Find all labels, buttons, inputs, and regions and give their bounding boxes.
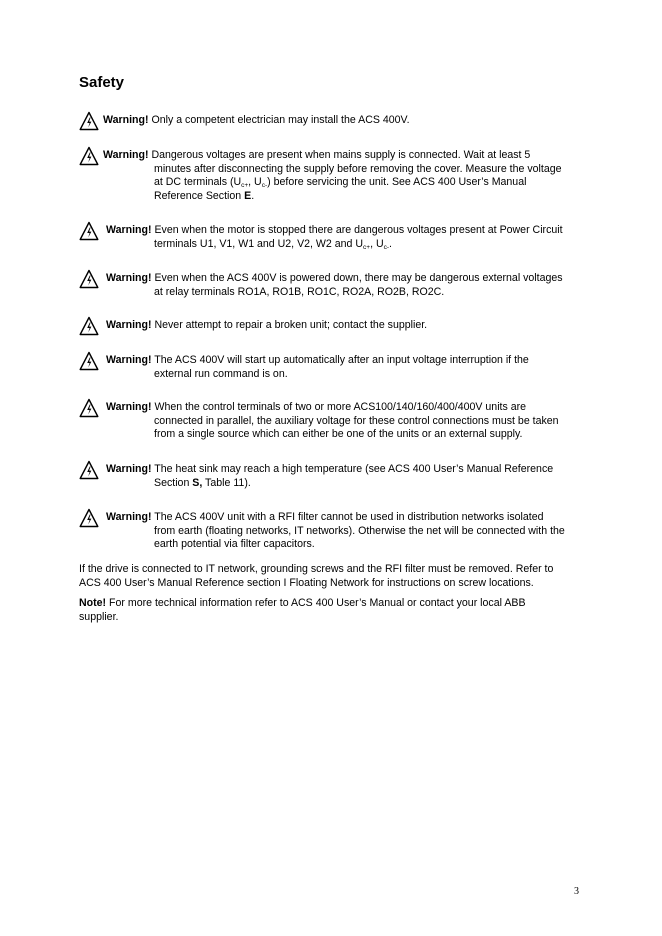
warning-text: When the control terminals of two or more ACS100/140/160/400/400V units are [154, 401, 527, 413]
warning-text: Reference Section E. [154, 189, 255, 202]
note-paragraph [79, 597, 584, 624]
warning-label: Warning! [106, 401, 152, 413]
warning-item [79, 401, 584, 442]
note-text: supplier. [79, 610, 119, 623]
warning-item [79, 272, 584, 299]
warning-text: Only a competent electrician may install the ACS 400V. [151, 114, 410, 126]
high-voltage-warning-icon [79, 351, 99, 371]
high-voltage-warning-icon [79, 111, 99, 131]
high-voltage-warning-icon [79, 508, 99, 528]
high-voltage-warning-icon [79, 316, 99, 336]
note-text: For more technical information refer to ACS 400 User’s Manual or contact your local ABB [109, 597, 526, 609]
warning-text: Even when the ACS 400V is powered down, there may be dangerous external voltages [154, 272, 563, 284]
warning-label: Warning! [106, 354, 152, 366]
warning-item [79, 319, 584, 333]
warning-item [79, 149, 584, 203]
warning-text: connected in parallel, the auxiliary voltage for these control connections must be taken [154, 414, 559, 427]
warning-text: The ACS 400V unit with a RFI filter cannot be used in distribution networks isolated [154, 511, 544, 523]
high-voltage-warning-icon [79, 221, 99, 241]
high-voltage-warning-icon [79, 398, 99, 418]
warning-text: Section S, Table 11). [154, 476, 251, 489]
high-voltage-warning-icon [79, 269, 99, 289]
warning-item [79, 463, 584, 490]
warning-text: external run command is on. [154, 367, 288, 380]
warning-text: from earth (floating networks, IT networks). Otherwise the net will be connected with the [154, 524, 565, 537]
warning-text: earth potential via filter capacitors. [154, 538, 315, 551]
warning-text: Even when the motor is stopped there are dangerous voltages present at Power Circuit [154, 224, 563, 236]
warning-text: Dangerous voltages are present when mains supply is connected. Wait at least 5 [151, 149, 531, 161]
note-label: Note! [79, 597, 107, 609]
page-number: 3 [574, 886, 579, 897]
high-voltage-warning-icon [79, 146, 99, 166]
high-voltage-warning-icon [79, 460, 99, 480]
warning-text: The ACS 400V will start up automatically after an input voltage interruption if the [154, 354, 529, 366]
warning-label: Warning! [103, 114, 149, 126]
paragraph-line: ACS 400 User’s Manual Reference section I Floating Network for instructions on screw locations. [79, 576, 534, 589]
it-network-paragraph [79, 563, 584, 590]
warning-label: Warning! [103, 149, 149, 161]
warning-label: Warning! [106, 463, 152, 475]
paragraph-line: If the drive is connected to IT network, grounding screws and the RFI filter must be removed. Refer to [79, 563, 554, 575]
warning-text: terminals U1, V1, W1 and U2, V2, W2 and $U_{c+}$, $U_{c-}$. [154, 237, 392, 251]
warning-item [79, 511, 584, 552]
warning-text: from a single source which can either be one of the units or an external supply. [154, 428, 523, 441]
warning-label: Warning! [106, 511, 152, 523]
warning-text: Never attempt to repair a broken unit; contact the supplier. [154, 319, 428, 331]
warning-label: Warning! [106, 272, 152, 284]
warning-item [79, 224, 584, 251]
warning-text: minutes after disconnecting the supply before removing the cover. Measure the voltage [154, 162, 562, 175]
page-title: Safety [79, 74, 125, 91]
warning-text: at DC terminals ($U_{c+}$, $U_{c-}$) before servicing the unit. See ACS 400 User’s Manual [154, 176, 527, 190]
warning-text: The heat sink may reach a high temperature (see ACS 400 User’s Manual Reference [154, 463, 554, 475]
warning-text: at relay terminals RO1A, RO1B, RO1C, RO2A, RO2B, RO2C. [154, 285, 445, 298]
warning-item [79, 114, 584, 128]
warning-label: Warning! [106, 224, 152, 236]
warning-label: Warning! [106, 319, 152, 331]
warning-item [79, 354, 584, 381]
